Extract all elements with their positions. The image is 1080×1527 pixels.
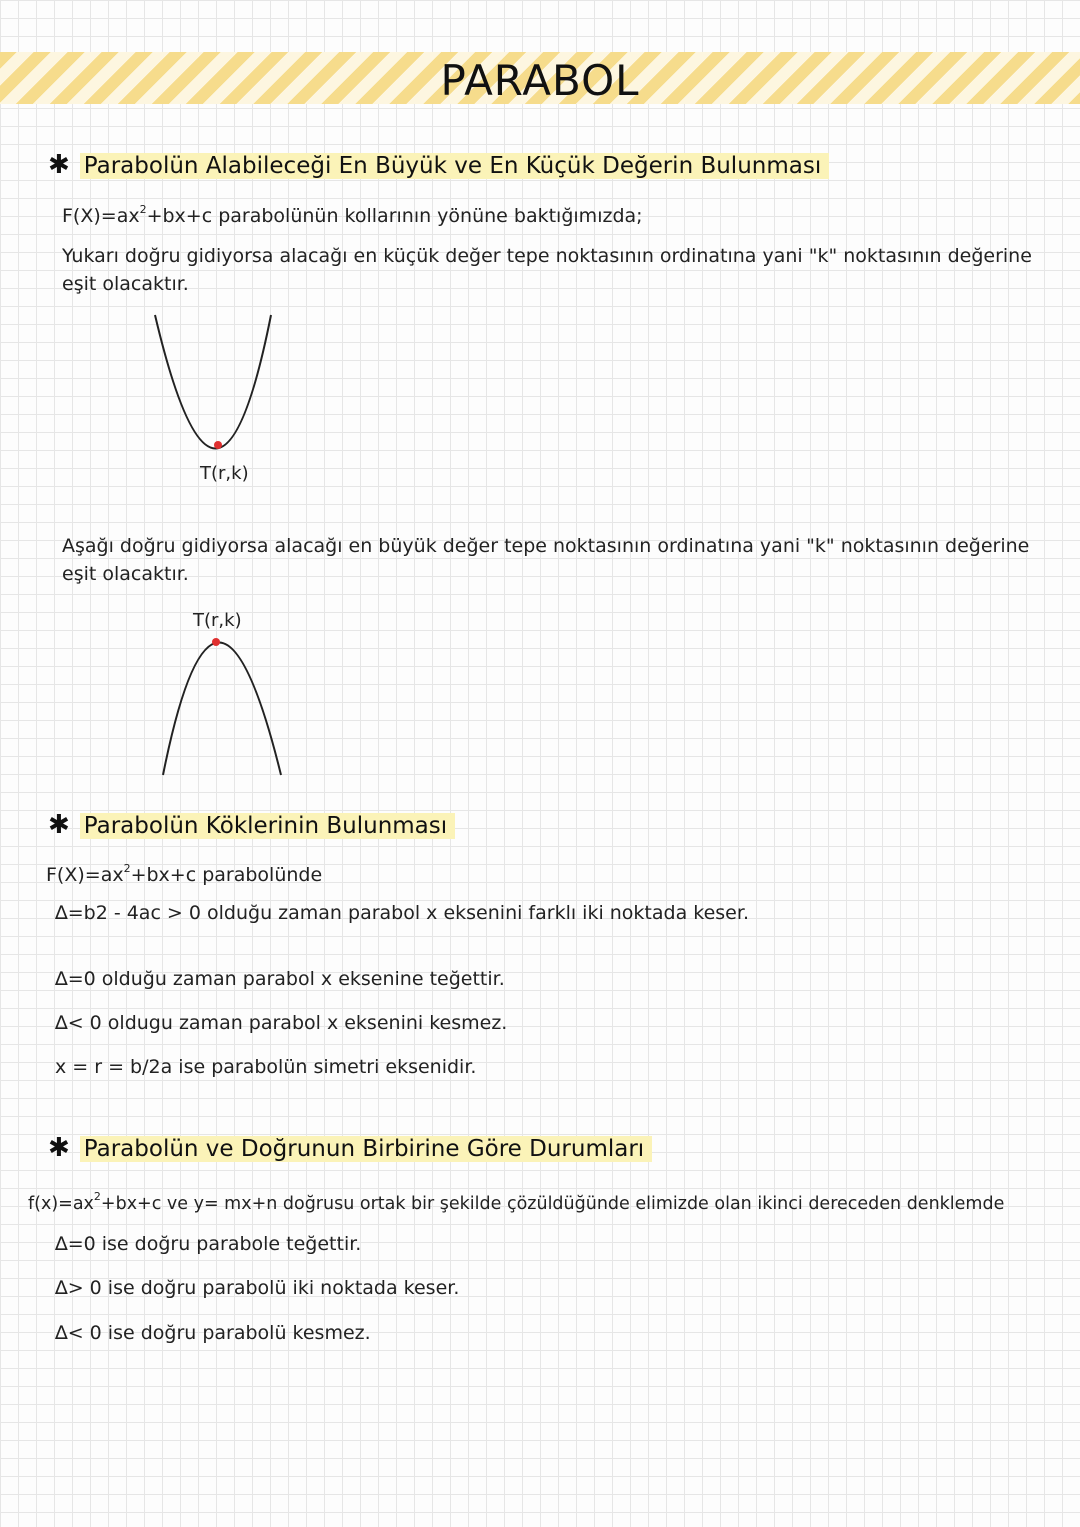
upward-parabola-diagram [145,305,285,455]
intro-exponent: 2 [93,1190,101,1203]
formula-line [62,203,643,227]
downward-text-line2: eşit olacaktır. [62,563,189,585]
formula-exponent: 2 [139,203,147,216]
formula-exponent: 2 [123,862,131,875]
roots-line3: ∆< 0 oldugu zaman parabol x eksenini kesmez. [55,1012,508,1034]
downward-parabola-diagram [155,630,295,780]
roots-line2: ∆=0 olduğu zaman parabol x eksenine teğettir. [55,968,505,990]
section-heading-line-parabola [42,1131,652,1165]
upward-text-line1: Yukarı doğru gidiyorsa alacağı en küçük değer tepe noktasının ordinatına yani "k" noktasının değerine [62,245,1032,267]
roots-line4: x = r = b/2a ise parabolün simetri eksenidir. [55,1056,477,1078]
formula-suffix: +bx+c parabolünde [130,864,323,886]
formula-prefix: F(X)=ax [62,205,140,227]
downward-text-line1: Aşağı doğru gidiyorsa alacağı en büyük değer tepe noktasının ordinatına yani "k" noktasının değerine [62,535,1030,557]
formula-suffix: +bx+c parabolünün kollarının yönüne baktığımızda; [146,205,643,227]
formula-prefix: F(X)=ax [46,864,124,886]
page-title: PARABOL [440,56,640,105]
line-parabola-intro [28,1190,1004,1214]
asterisk-icon: ✱ [48,150,70,180]
line-parabola-case2: ∆> 0 ise doğru parabolü iki noktada keser. [55,1277,460,1299]
section-heading-text: Parabolün Köklerinin Bulunması [80,813,455,839]
line-parabola-case1: ∆=0 ise doğru parabole teğettir. [55,1233,362,1255]
vertex-point-down [212,638,220,646]
intro-prefix: f(x)=ax [28,1194,94,1214]
line-parabola-case3: ∆< 0 ise doğru parabolü kesmez. [55,1322,371,1344]
section-heading-text: Parabolün Alabileceği En Büyük ve En Küçük Değerin Bulunması [80,153,829,179]
section-heading-text: Parabolün ve Doğrunun Birbirine Göre Durumları [80,1136,652,1162]
vertex-label-up: T(r,k) [200,463,249,484]
downward-parabola-curve [163,643,281,776]
vertex-label-down: T(r,k) [193,610,242,631]
upward-parabola-curve [155,315,271,449]
section-heading-min-max [42,148,829,182]
asterisk-icon: ✱ [48,1133,70,1163]
asterisk-icon: ✱ [48,810,70,840]
vertex-point-up [214,441,222,449]
intro-suffix: +bx+c ve y= mx+n doğrusu ortak bir şekilde çözüldüğünde elimizde olan ikinci dereceden denklemde [100,1194,1005,1214]
section-heading-roots [42,808,455,842]
formula-line-roots [46,862,322,886]
upward-text-line2: eşit olacaktır. [62,273,189,295]
roots-line1: ∆=b2 - 4ac > 0 olduğu zaman parabol x eksenini farklı iki noktada keser. [55,902,749,924]
